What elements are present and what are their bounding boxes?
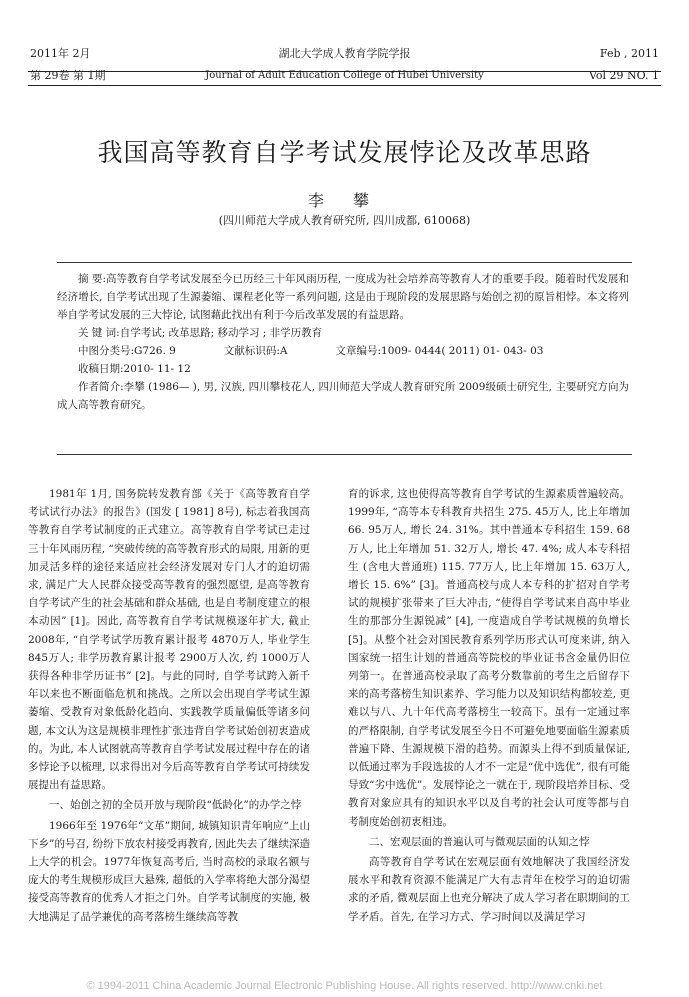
article-number-value: 1009- 0444( 2011) 01- 043- 03: [381, 345, 544, 357]
section-heading: 二、宏观层面的普遍认可与微观层面的认知之悖: [369, 835, 590, 848]
doc-code-value: A: [279, 345, 288, 357]
keywords-label: 关 键 词:: [78, 327, 120, 339]
section-heading: 一、始创之初的全员开放与现阶段“低龄化”的办学之悖: [49, 799, 302, 812]
clc-value: G726. 9: [134, 345, 176, 357]
received-value: 2010- 11- 12: [123, 363, 191, 375]
bio-label: 作者简介:: [78, 381, 124, 393]
abstract-rule-bottom: [57, 454, 632, 455]
article-title: 我国高等教育自学考试发展悖论及改革思路: [97, 138, 592, 167]
abstract-block: [57, 270, 629, 414]
author-bio: [57, 378, 629, 414]
journal-volume: 第 29卷 第 1期: [30, 69, 106, 82]
left-column: [28, 485, 310, 926]
clc-label: 中图分类号:: [78, 345, 135, 357]
body-paragraph: 育的诉求, 这也使得高等教育自学考试的生源素质普遍较高。1999年, “高等本专科教育共招生 275. 45万人, 比上年增加 66. 95万人, 增长 24. 31%。其中普通本专科招生 159. 68万人, 比上年增加 51. 32万人, 增长 47. 4%; 成人本专科招生 (含电大普通班) 115. 77万人, 比上年增加 15. 63万人, 增长 15. 6%” [3]。普通高校与成人本专科的扩招对自学考试的规模扩张带来了巨大冲击, “使得自学考试来自高中毕业生的那部分生源锐减” [4], 一度造成自学考试规模的负增长 [5]。从整个社会对国民教育系列学历形式认可度来讲, 纳入国家统一招生计划的普通高等院校的毕业证书含金量仍旧位列第一。在普通高校录取了高考分数靠前的考生之后留存下来的高考落榜生知识素养、学习能力以及知识结构都较差, 更难以与八、九十年代高考落榜生一较高下。虽有一定通过率的严格限制, 自学考试发展至今日不可避免地要面临生源素质普遍下降、生源规模下滑的趋势。而源头上得不到质量保证, 以低通过率为手段选拔的人才不一定是“优中选优”, 很有可能导致“劣中选优”。发展悖论之一就在于, 现阶段培养目标、受教育对象应具有的知识水平以及自考的社会认可度等都与自考制度始创初衷相违。: [348, 488, 630, 828]
journal-date: 2011年 2月: [30, 47, 91, 60]
journal-name-en: Journal of Adult Education College of Hubei University: [205, 70, 484, 81]
article-author: 李 攀: [307, 191, 382, 210]
body-paragraph: 1966年至 1976年“文革”期间, 城镇知识青年响应“上山下乡”的号召, 纷纷下放农村接受再教育, 因此失去了继续深造上大学的机会。1977年恢复高考后, 当时高校的录取名额与庞大的考生规模形成巨大悬殊, 超低的入学率将绝大部分渴望接受高等教育的优秀人才拒之门外。自学考试制度的实施, 极大地满足了品学兼优的高考落榜生继续高等教: [28, 819, 310, 923]
received-date: [57, 360, 629, 378]
body-paragraph: 高等教育自学考试在宏观层面有效地解决了我国经济发展水平和教育资源不能满足广大有志青年在校学习的迫切需求的矛盾, 微观层面上也充分解决了成人学习者在职期间的工学矛盾。首先, 在学习方式、学习时间以及满足学习: [348, 856, 630, 923]
journal-name-cn: 湖北大学成人教育学院学报: [278, 47, 411, 60]
abstract-rule-top: [57, 262, 632, 263]
doc-code-label: 文献标识码:: [223, 345, 280, 357]
article-number-label: 文章编号:: [335, 345, 382, 357]
abstract: [57, 270, 629, 324]
journal-volume-en: Vol 29 NO. 1: [588, 69, 659, 82]
header-rule-bottom: [28, 85, 661, 86]
copyright-footer: © 1994-2011 China Academic Journal Electronic Publishing House. All rights reserved. http://www.cnki.net: [86, 980, 603, 992]
keywords: [57, 324, 629, 342]
author-affiliation: (四川师范大学成人教育研究所, 四川成都, 610068): [218, 214, 471, 227]
header-rule-top: [28, 71, 661, 72]
abstract-label: 摘 要:: [78, 273, 106, 285]
abstract-text: 高等教育自学考试发展至今已历经三十年风雨历程, 一度成为社会培养高等教育人才的重要手段。随着时代发展和经济增长, 自学考试出现了生源萎缩、课程老化等一系列问题, 这是由于现阶段的发展思路与始创之初的原旨相悖。本文将列举自学考试发展的三大悖论, 试图藉此找出有利于今后改革发展的有益思路。: [57, 273, 629, 321]
keywords-text: 自学考试; 改革思路; 移动学习 ; 非学历教育: [119, 327, 323, 339]
journal-date-en: Feb , 2011: [599, 47, 659, 60]
received-label: 收稿日期:: [78, 363, 124, 375]
bio-text: 李攀 (1986— ), 男, 汉族, 四川攀枝花人, 四川师范大学成人教育研究所 2009级硕士研究生, 主要研究方向为成人高等教育研究。: [57, 381, 629, 411]
classification-codes: [57, 342, 629, 360]
body-paragraph: 1981年 1月, 国务院转发教育部《关于《高等教育自学考试试行办法》的报告》(国发 [ 1981] 8号), 标志着我国高等教育自学考试制度的正式建立。高等教育自学考试已走过三十年风雨历程, “突破传统的高等教育形式的局限, 用新的更加灵活多样的途径来适应社会经济发展对专门人才的迫切需求, 满足广大人民群众接受高等教育的强烈愿望, 是高等教育自学考试产生的社会基础和群众基础, 也是自考制度建立的根本动因” [1]。因此, 高等教育自学考试规模逐年扩大, 截止 2008年, “自学考试学历教育累计报考 4870万人, 毕业学生 845万人; 非学历教育累计报考 2900万人次, 约 1000万人获得各种非学历证书” [2]。与此的同时, 自学考试跨入新千年以来也不断面临危机和挑战。之所以会出现自学考试生源萎缩、受教育对象低龄化趋向、实践教学质量偏低等诸多问题, 本文认为这是规模非理性扩张违背自学考试始创初衷造成的。为此, 本人试图就高等教育自学考试发展过程中存在的诸多悖论予以梳理, 以求得出对今后高等教育自学考试可持续发展提出有益思路。: [28, 488, 310, 792]
right-column: [348, 485, 630, 926]
